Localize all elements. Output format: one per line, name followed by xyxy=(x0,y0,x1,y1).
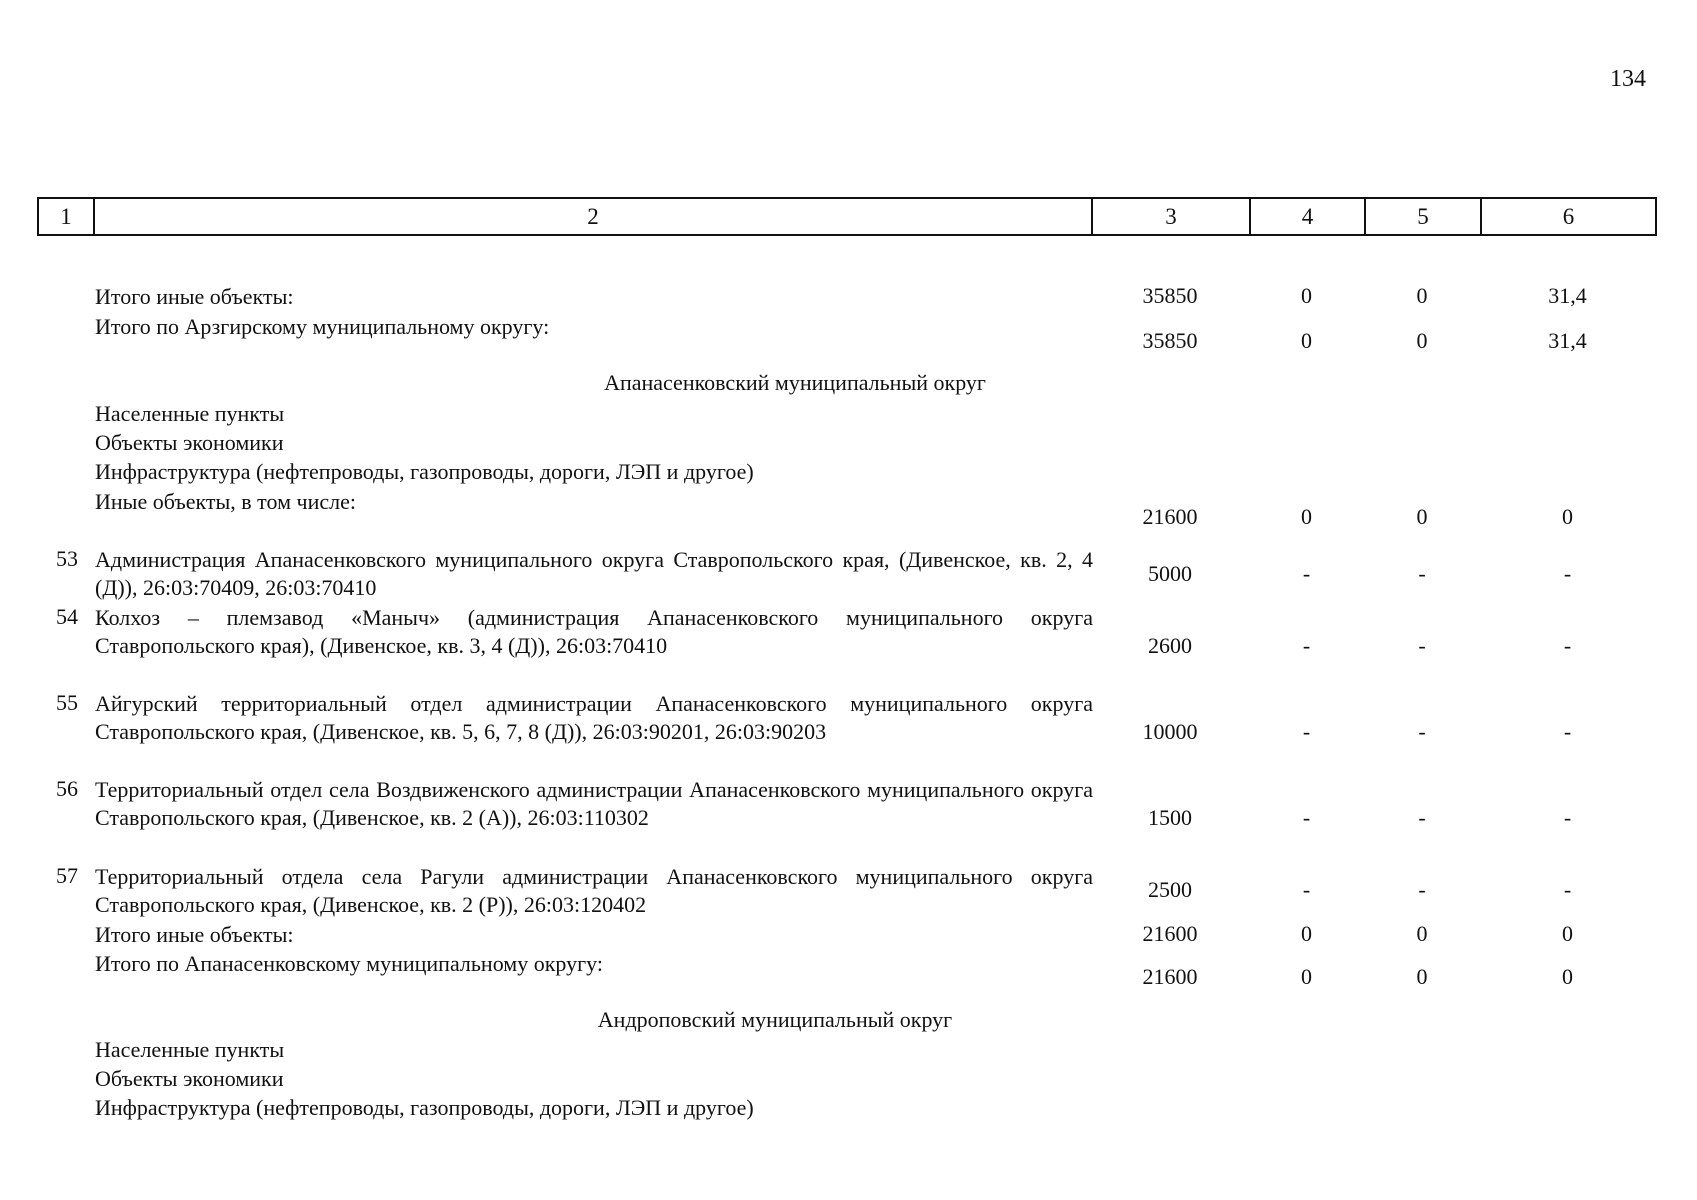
header-col-6: 6 xyxy=(1562,203,1575,229)
cell-col-5: 0 xyxy=(1416,504,1428,529)
cell-col-4: - xyxy=(1302,633,1311,658)
header-col-5: 5 xyxy=(1366,199,1482,234)
row-number: 57 xyxy=(56,863,78,888)
cell-col-4: - xyxy=(1302,561,1311,586)
row-number: 53 xyxy=(56,546,78,571)
category-infrastructure: Инфраструктура (нефтепроводы, газопроводы, дороги, ЛЭП и другое) xyxy=(95,459,754,484)
cell-col-3: 35850 xyxy=(1142,328,1198,353)
cell-col-5: - xyxy=(1418,719,1426,744)
cell-col-4: 0 xyxy=(1301,921,1312,946)
row-description: Территориальный отдела села Рагули администрации Апанасенковского муниципального округа Ставропольского края, (Дивенское, кв. 2 (Р)), 26:03:120402 xyxy=(95,864,1093,917)
cell-col-6: 0 xyxy=(1562,921,1573,946)
row-description: Администрация Апанасенковского муниципального округа Ставропольского края, (Дивенское, кв. 2, 4 (Д)), 26:03:70409, 26:03:70410 xyxy=(95,547,1093,600)
cell-col-3: 35850 xyxy=(1142,283,1198,308)
row-label: Итого по Апанасенковскому муниципальному округу: xyxy=(95,951,603,976)
cell-col-5: - xyxy=(1418,877,1426,902)
row-number: 56 xyxy=(56,776,78,801)
header-col-2: 2 xyxy=(95,199,1093,234)
row-description: Айгурский территориальный отдел администрации Апанасенковского муниципального округа Ставропольского края, (Дивенское, кв. 5, 6, 7, 8 (Д)), 26:03:90201, 26:03:90203 xyxy=(95,691,1093,744)
header-col-4: 4 xyxy=(1251,199,1366,234)
cell-col-6: - xyxy=(1563,561,1572,586)
cell-col-4: 0 xyxy=(1301,504,1312,529)
cell-col-6: 0 xyxy=(1562,504,1573,529)
cell-col-4: - xyxy=(1302,719,1311,744)
cell-col-6: - xyxy=(1563,719,1572,744)
cell-col-4: 0 xyxy=(1301,283,1312,308)
cell-col-4: 0 xyxy=(1301,328,1312,353)
row-description: Территориальный отдел села Воздвиженского администрации Апанасенковского муниципального округа Ставропольского края, (Дивенское, кв. 2 (А)), 26:03:110302 xyxy=(95,777,1093,830)
cell-col-5: 0 xyxy=(1416,964,1428,989)
category-settlements: Населенные пункты xyxy=(95,401,285,426)
cell-col-6: 31,4 xyxy=(1548,328,1587,353)
cell-col-6: - xyxy=(1563,805,1572,830)
category-economy: Объекты экономики xyxy=(95,430,284,455)
cell-col-5: 0 xyxy=(1416,283,1428,308)
cell-col-6: - xyxy=(1563,877,1572,902)
header-col-1: 1 xyxy=(39,199,95,234)
cell-col-3: 21600 xyxy=(1142,921,1198,946)
cell-col-5: - xyxy=(1418,805,1426,830)
cell-col-6: - xyxy=(1563,633,1572,658)
category-other: Иные объекты, в том числе: xyxy=(95,489,356,514)
cell-col-6: 31,4 xyxy=(1548,283,1587,308)
cell-col-3: 2600 xyxy=(1148,633,1192,658)
row-label: Итого иные объекты: xyxy=(95,284,294,309)
cell-col-5: 0 xyxy=(1416,921,1428,946)
cell-col-4: - xyxy=(1302,877,1311,902)
section-heading: Апанасенковский муниципальный округ xyxy=(604,370,986,395)
cell-col-3: 5000 xyxy=(1148,561,1192,586)
row-number: 55 xyxy=(56,690,78,715)
category-settlements: Населенные пункты xyxy=(95,1037,285,1062)
cell-col-4: 0 xyxy=(1301,964,1312,989)
cell-col-3: 1500 xyxy=(1148,805,1192,830)
cell-col-4: - xyxy=(1302,805,1311,830)
header-col-3: 3 xyxy=(1093,199,1251,234)
cell-col-5: 0 xyxy=(1416,328,1428,353)
category-infrastructure: Инфраструктура (нефтепроводы, газопроводы, дороги, ЛЭП и другое) xyxy=(95,1095,754,1120)
table-header xyxy=(37,197,1657,236)
cell-col-5: - xyxy=(1418,561,1426,586)
row-label: Итого иные объекты: xyxy=(95,922,294,947)
cell-col-3: 21600 xyxy=(1142,504,1198,529)
cell-col-3: 2500 xyxy=(1148,877,1192,902)
cell-col-6: 0 xyxy=(1562,964,1573,989)
row-label: Итого по Арзгирскому муниципальному округу: xyxy=(95,314,550,339)
page-number: 134 xyxy=(1610,66,1646,92)
row-description: Колхоз – племзавод «Маныч» (администрация Апанасенковского муниципального округа Ставропольского края), (Дивенское, кв. 3, 4 (Д)), 26:03:70410 xyxy=(95,605,1093,658)
category-economy: Объекты экономики xyxy=(95,1066,284,1091)
cell-col-3: 10000 xyxy=(1142,719,1198,744)
cell-col-3: 21600 xyxy=(1142,964,1198,989)
section-heading: Андроповский муниципальный округ xyxy=(597,1007,953,1032)
row-number: 54 xyxy=(56,604,78,629)
cell-col-5: - xyxy=(1418,633,1426,658)
